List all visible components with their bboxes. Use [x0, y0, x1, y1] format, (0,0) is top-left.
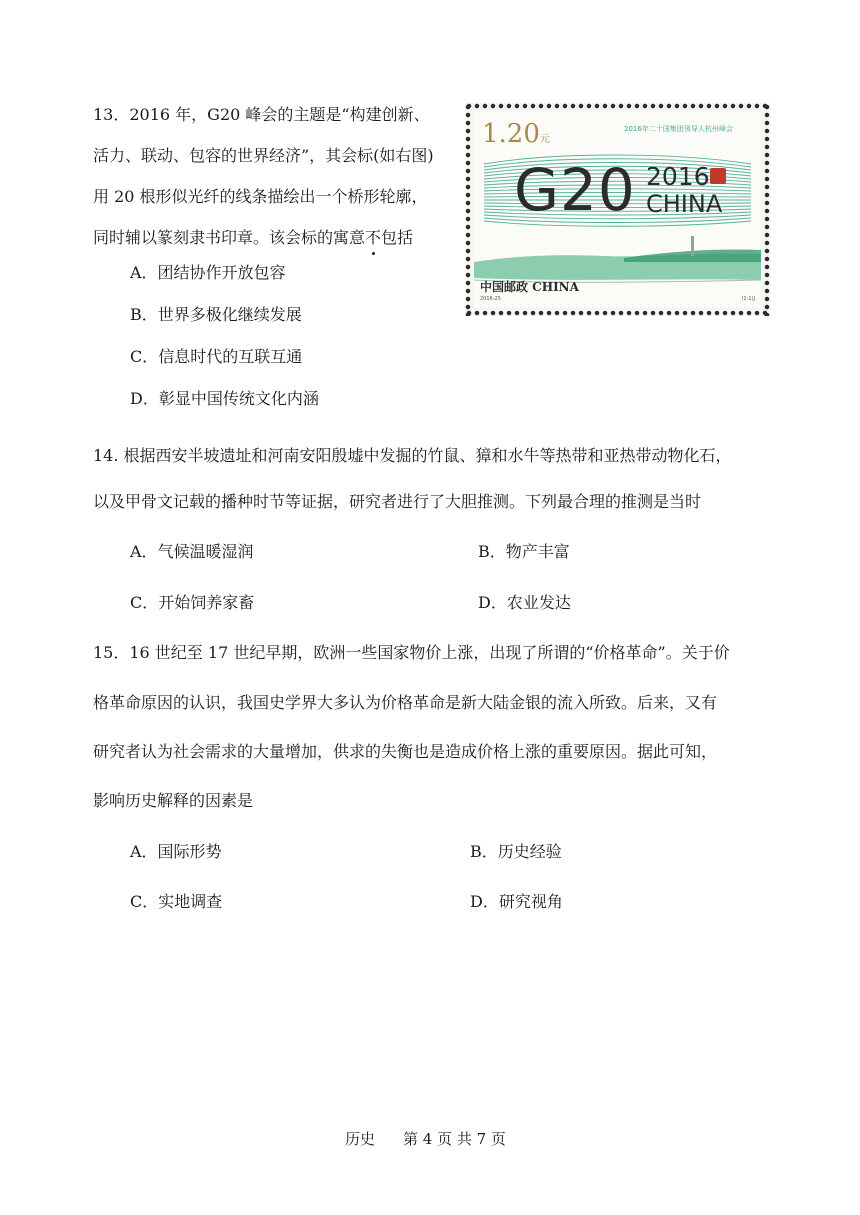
- q13-line-4-tail: 包括: [381, 228, 414, 247]
- q13-line-1: 13．2016 年，G20 峰会的主题是“构建创新、: [93, 105, 430, 124]
- q14-option-a: A．气候温暖湿润: [130, 542, 254, 561]
- q13-emphasis: 不: [365, 228, 382, 247]
- q15-option-a: A．国际形势: [130, 842, 222, 861]
- stamp-face: [474, 112, 761, 307]
- q13-line-4-text: 同时辅以篆刻隶书印章。该会标的寓意: [93, 228, 366, 247]
- stamp-denomination: 1.20元: [482, 119, 550, 149]
- footer-subject: 历史: [345, 1130, 376, 1148]
- g20-stamp-image: [465, 103, 770, 316]
- stamp-logo-year: 2016: [646, 162, 710, 191]
- q14-line-1: 14. 根据西安半坡遗址和河南安阳殷墟中发掘的竹鼠、獐和水牛等热带和亚热带动物化石，: [93, 446, 732, 465]
- q15-line-1: 15．16 世纪至 17 世纪早期，欧洲一些国家物价上涨，出现了所谓的“价格革命”。关于价: [93, 643, 730, 662]
- q13-line-3: 用 20 根形似光纤的线条描绘出一个桥形轮廓，: [93, 187, 428, 206]
- q13-option-a: A．团结协作开放包容: [130, 263, 286, 282]
- q13-option-d: D．彰显中国传统文化内涵: [130, 389, 319, 408]
- footer-page-info: 第 4 页 共 7 页: [403, 1130, 506, 1148]
- stamp-seal-icon: [710, 168, 726, 184]
- q15-line-2: 格革命原因的认识，我国史学界大多认为价格革命是新大陆金银的流入所致。后来，又有: [93, 693, 718, 712]
- q15-option-b: B．历史经验: [470, 842, 562, 861]
- q13-line-2: 活力、联动、包容的世界经济”，其会标(如右图): [93, 146, 434, 165]
- stamp-serial-left: 2016-25: [480, 296, 501, 302]
- q14-option-b: B．物产丰富: [478, 542, 570, 561]
- q13-option-b: B．世界多极化继续发展: [130, 305, 302, 324]
- stamp-logo-g20: G20: [514, 156, 636, 224]
- stamp-logo-country: CHINA: [646, 190, 723, 218]
- q14-option-c: C．开始饲养家畜: [130, 593, 255, 612]
- q13-option-c: C．信息时代的互联互通: [130, 347, 303, 366]
- q14-option-d: D．农业发达: [478, 593, 571, 612]
- q13-line-4: [93, 227, 413, 249]
- q14-line-2: 以及甲骨文记载的播种时节等证据，研究者进行了大胆推测。下列最合理的推测是当时: [93, 492, 702, 511]
- stamp-post-label: 中国邮政 CHINA: [480, 280, 579, 294]
- q15-option-c: C．实地调查: [130, 892, 223, 911]
- stamp-top-caption: 2016年二十国集团领导人杭州峰会: [624, 125, 733, 133]
- q15-option-d: D．研究视角: [470, 892, 563, 911]
- q15-line-3: 研究者认为社会需求的大量增加，供求的失衡也是造成价格上涨的重要原因。据此可知，: [93, 742, 718, 761]
- q15-line-4: 影响历史解释的因素是: [93, 791, 254, 810]
- stamp-serial-right: (1-1)J: [741, 296, 755, 302]
